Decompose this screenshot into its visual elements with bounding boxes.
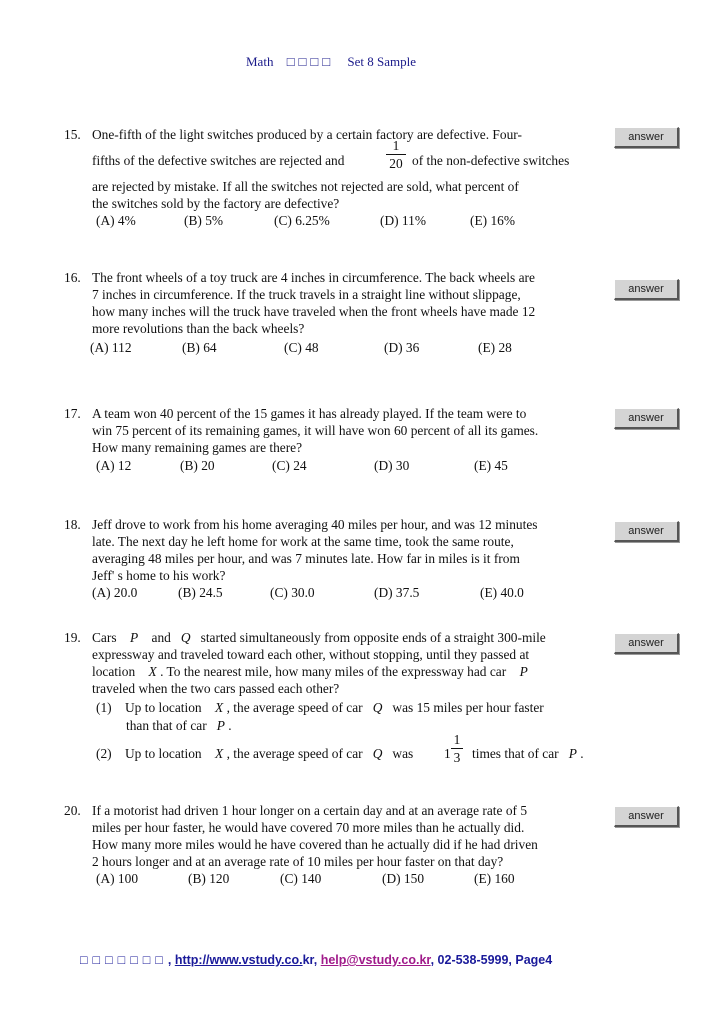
variable-x: X	[148, 664, 157, 679]
variable-p: P	[568, 746, 577, 761]
statement-number: (2)	[96, 746, 112, 761]
fraction-denominator: 20	[389, 156, 403, 171]
question-text-part: of the non-defective switches	[412, 153, 570, 168]
question-text: more revolutions than the back wheels?	[92, 321, 305, 336]
question-text: How many remaining games are there?	[92, 440, 303, 455]
variable-x: X	[215, 746, 224, 761]
option-c: (C) 140	[280, 871, 322, 886]
question-text: are rejected by mistake. If all the switches not rejected are sold, what percent of	[92, 179, 519, 194]
question-text: A team won 40 percent of the 15 games it has already played. If the team were to	[92, 406, 527, 421]
option-c: (C) 30.0	[270, 585, 315, 600]
question-text: Jeff drove to work from his home averaging 40 miles per hour, and was 12 minutes	[92, 517, 538, 532]
statement-1-cont: than that of car P .	[126, 718, 232, 733]
statement-text: Up to location	[125, 746, 202, 761]
footer-separator: ,	[167, 953, 175, 967]
fraction-numerator: 1	[453, 732, 461, 747]
page-number: 4	[545, 953, 553, 967]
option-e: (E) 45	[474, 458, 508, 473]
answer-button[interactable]: answer	[614, 806, 679, 827]
statement-text: Up to location	[125, 700, 202, 715]
question-text: One-fifth of the light switches produced by a certain factory are defective. Four-	[92, 127, 522, 142]
question-text: How many more miles would he have covered than he actually did if he had driven	[92, 837, 538, 852]
statement-text: , the average speed of car	[226, 746, 363, 761]
question-number: 17.	[64, 406, 81, 421]
option-c: (C) 6.25%	[274, 213, 330, 228]
statement-number: (1)	[96, 700, 112, 715]
question-text-part: location	[92, 664, 136, 679]
statement-2	[96, 745, 413, 762]
question-text	[92, 629, 546, 646]
option-b: (B) 24.5	[178, 585, 223, 600]
statement-text: , the average speed of car	[226, 700, 363, 715]
question-text: The front wheels of a toy truck are 4 inches in circumference. The back wheels are	[92, 270, 535, 285]
question-number: 15.	[64, 127, 81, 142]
option-b: (B) 120	[188, 871, 230, 886]
option-e: (E) 16%	[470, 213, 515, 228]
footer-separator: ,	[313, 953, 321, 967]
variable-q: Q	[372, 746, 383, 761]
variable-q: Q	[372, 700, 383, 715]
statement-text: than that of car	[126, 718, 207, 733]
statement-2-cont: times that of car P .	[472, 746, 584, 761]
option-d: (D) 11%	[380, 213, 426, 228]
header-set: Set 8 Sample	[347, 54, 416, 69]
option-a: (A) 100	[96, 871, 139, 886]
question-text	[92, 663, 528, 680]
email-link[interactable]: help@vstudy.co.kr	[320, 953, 431, 967]
option-a: (A) 20.0	[92, 585, 138, 600]
website-link-text: http://www.vstudy.co.	[174, 953, 303, 967]
option-b: (B) 20	[180, 458, 215, 473]
header-subject: Math	[246, 54, 274, 69]
statement-text: times that of car	[472, 746, 559, 761]
option-c: (C) 48	[284, 340, 319, 355]
fraction	[451, 732, 463, 765]
option-c: (C) 24	[272, 458, 307, 473]
footer-company-glyphs: □□□□□□□	[80, 953, 168, 967]
question-text	[92, 152, 344, 169]
variable-p: P	[216, 718, 225, 733]
question-number: 19.	[64, 630, 81, 645]
website-link-tail: kr	[302, 953, 314, 967]
answer-button[interactable]: answer	[614, 279, 679, 300]
variable-q: Q	[180, 630, 191, 645]
fraction-denominator: 3	[453, 750, 461, 765]
question-number: 16.	[64, 270, 81, 285]
question-text-part: fifths of the defective switches are rejected and	[92, 153, 345, 168]
statement-text: was 15 miles per hour faster	[392, 700, 544, 715]
question-text-part: . To the nearest mile, how many miles of the expressway had car	[160, 664, 507, 679]
question-text: expressway and traveled toward each other, without stopping, until they passed at	[92, 647, 530, 662]
page-footer	[80, 953, 552, 967]
mixed-number-whole: 1	[444, 746, 451, 761]
question-text: Jeff' s home to his work?	[92, 568, 226, 583]
question-text-part: and	[151, 630, 171, 645]
variable-x: X	[215, 700, 224, 715]
question-text: win 75 percent of its remaining games, it will have won 60 percent of all its games.	[92, 423, 539, 438]
fraction-numerator: 1	[392, 138, 400, 153]
question-number: 18.	[64, 517, 81, 532]
fraction	[386, 138, 406, 171]
question-text-part: started simultaneously from opposite ends of a straight 300-mile	[200, 630, 546, 645]
option-d: (D) 150	[382, 871, 425, 886]
website-link[interactable]	[175, 953, 303, 967]
option-d: (D) 36	[384, 340, 420, 355]
variable-p: P	[519, 664, 528, 679]
statement-1	[96, 699, 544, 716]
answer-button[interactable]: answer	[614, 633, 679, 654]
option-e: (E) 160	[474, 871, 515, 886]
question-text: 2 hours longer and at an average rate of 10 miles per hour faster on that day?	[92, 854, 504, 869]
question-text: miles per hour faster, he would have covered 70 more miles than he actually did.	[92, 820, 525, 835]
question-text: how many inches will the truck have traveled when the front wheels have made 12	[92, 304, 536, 319]
statement-text: was	[392, 746, 414, 761]
option-b: (B) 64	[182, 340, 217, 355]
answer-button[interactable]: answer	[614, 127, 679, 148]
header-title-glyphs: □□□□	[286, 54, 335, 69]
option-d: (D) 30	[374, 458, 410, 473]
footer-contact: , 02-538-5999, Page	[430, 953, 546, 967]
variable-p: P	[129, 630, 139, 645]
option-e: (E) 40.0	[480, 585, 524, 600]
question-text: If a motorist had driven 1 hour longer on a certain day and at an average rate of 5	[92, 803, 528, 818]
question-text: 7 inches in circumference. If the truck travels in a straight line without slippage,	[92, 287, 521, 302]
option-a: (A) 112	[90, 340, 132, 355]
option-a: (A) 4%	[96, 213, 136, 228]
question-text-part: Cars	[92, 630, 117, 645]
answer-button[interactable]: answer	[614, 521, 679, 542]
option-a: (A) 12	[96, 458, 132, 473]
question-number: 20.	[64, 803, 81, 818]
question-text: traveled when the two cars passed each other?	[92, 681, 340, 696]
option-d: (D) 37.5	[374, 585, 420, 600]
answer-button[interactable]: answer	[614, 408, 679, 429]
question-text: late. The next day he left home for work at the same time, took the same route,	[92, 534, 514, 549]
option-e: (E) 28	[478, 340, 512, 355]
page-header	[246, 54, 416, 70]
question-text: the switches sold by the factory are defective?	[92, 196, 340, 211]
question-text: averaging 48 miles per hour, and was 7 minutes late. How far in miles is it from	[92, 551, 520, 566]
option-b: (B) 5%	[184, 213, 224, 228]
